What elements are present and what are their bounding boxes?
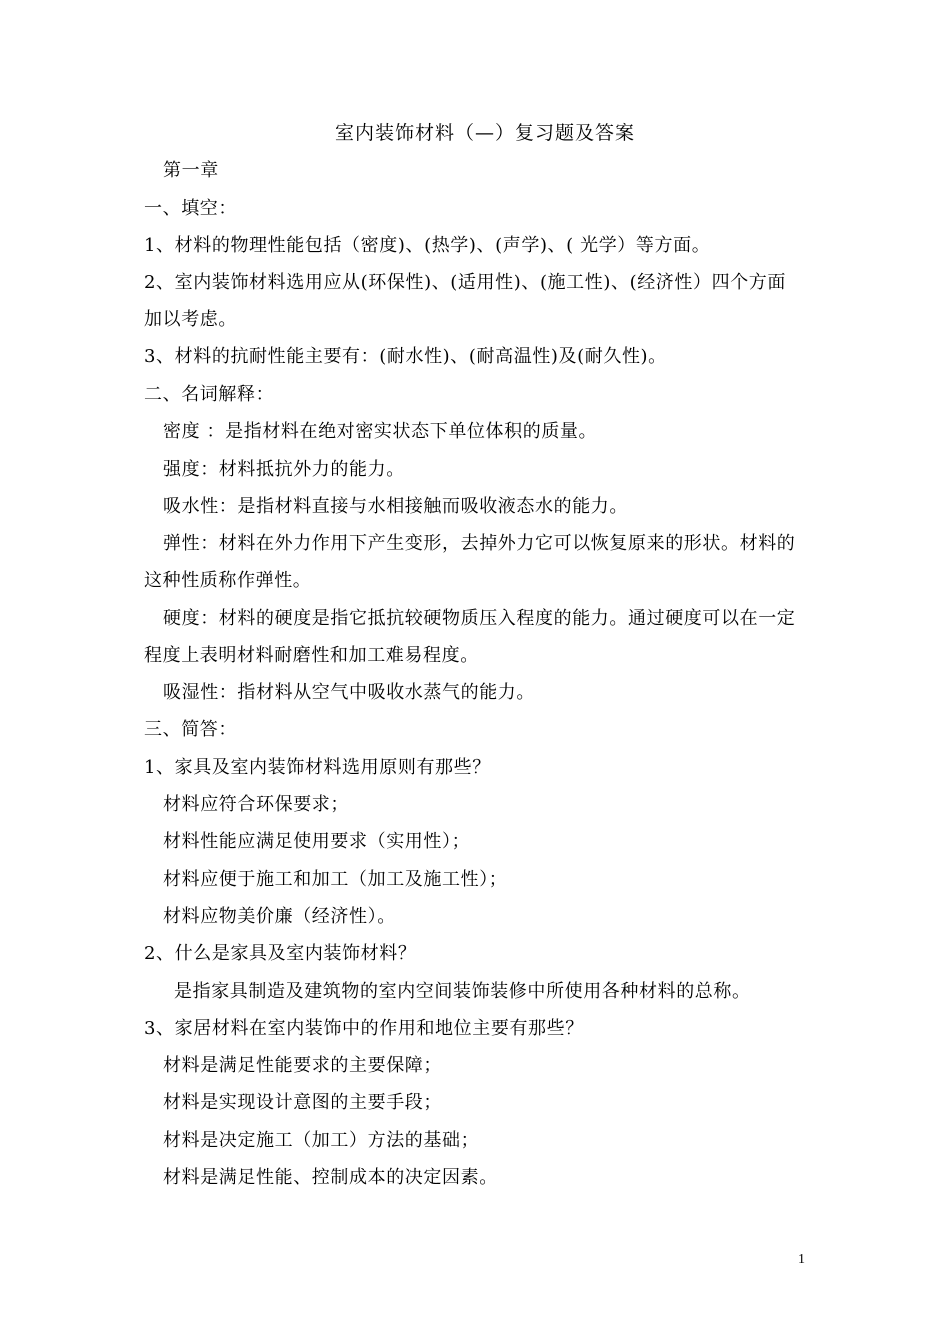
fill-in-question-2-continued: 加以考虑。 bbox=[144, 309, 237, 330]
definition-water-absorption: 吸水性：是指材料直接与水相接触而吸收液态水的能力。 bbox=[163, 496, 628, 517]
definition-density: 密度 ：是指材料在绝对密实状态下单位体积的质量。 bbox=[163, 421, 598, 442]
definition-elasticity: 弹性：材料在外力作用下产生变形，去掉外力它可以恢复原来的形状。材料的 bbox=[163, 533, 796, 554]
answer-3-item-2: 材料是实现设计意图的主要手段； bbox=[163, 1092, 442, 1113]
section-heading-definitions: 二、名词解释： bbox=[144, 384, 275, 405]
page-number: 1 bbox=[798, 1252, 805, 1267]
fill-in-question-2: 2、室内装饰材料选用应从(环保性)、(适用性)、(施工性)、(经济性）四个方面 bbox=[144, 272, 787, 293]
answer-1-item-1: 材料应符合环保要求； bbox=[163, 794, 349, 815]
answer-2: 是指家具制造及建筑物的室内空间装饰装修中所使用各种材料的总称。 bbox=[174, 981, 751, 1002]
answer-1-item-3: 材料应便于施工和加工（加工及施工性）； bbox=[163, 869, 508, 890]
definition-strength: 强度：材料抵抗外力的能力。 bbox=[163, 459, 405, 480]
definition-hardness-continued: 程度上表明材料耐磨性和加工难易程度。 bbox=[144, 645, 479, 666]
answer-1-item-2: 材料性能应满足使用要求（实用性）； bbox=[163, 831, 471, 852]
short-answer-question-2: 2、什么是家具及室内装饰材料？ bbox=[144, 943, 417, 964]
answer-3-item-4: 材料是满足性能、控制成本的决定因素。 bbox=[163, 1167, 498, 1188]
short-answer-question-1: 1、家具及室内装饰材料选用原则有那些？ bbox=[144, 757, 491, 778]
document-title: 室内装饰材料（—）复习题及答案 bbox=[334, 122, 635, 144]
fill-in-question-3: 3、材料的抗耐性能主要有：(耐水性)、(耐高温性)及(耐久性)。 bbox=[144, 346, 667, 367]
definition-elasticity-continued: 这种性质称作弹性。 bbox=[144, 570, 312, 591]
section-heading-short-answer: 三、简答： bbox=[144, 719, 237, 740]
short-answer-question-3: 3、家居材料在室内装饰中的作用和地位主要有那些？ bbox=[144, 1018, 584, 1039]
section-heading-fill-in: 一、填空： bbox=[144, 198, 237, 219]
answer-3-item-1: 材料是满足性能要求的主要保障； bbox=[163, 1055, 442, 1076]
fill-in-question-1: 1、材料的物理性能包括（密度)、(热学)、(声学)、( 光学）等方面。 bbox=[144, 235, 711, 256]
answer-3-item-3: 材料是决定施工（加工）方法的基础； bbox=[163, 1130, 480, 1151]
chapter-heading: 第一章 bbox=[163, 160, 219, 181]
definition-hygroscopicity: 吸湿性：指材料从空气中吸收水蒸气的能力。 bbox=[163, 682, 535, 703]
definition-hardness: 硬度：材料的硬度是指它抵抗较硬物质压入程度的能力。通过硬度可以在一定 bbox=[163, 608, 796, 629]
answer-1-item-4: 材料应物美价廉（经济性）。 bbox=[163, 906, 396, 927]
